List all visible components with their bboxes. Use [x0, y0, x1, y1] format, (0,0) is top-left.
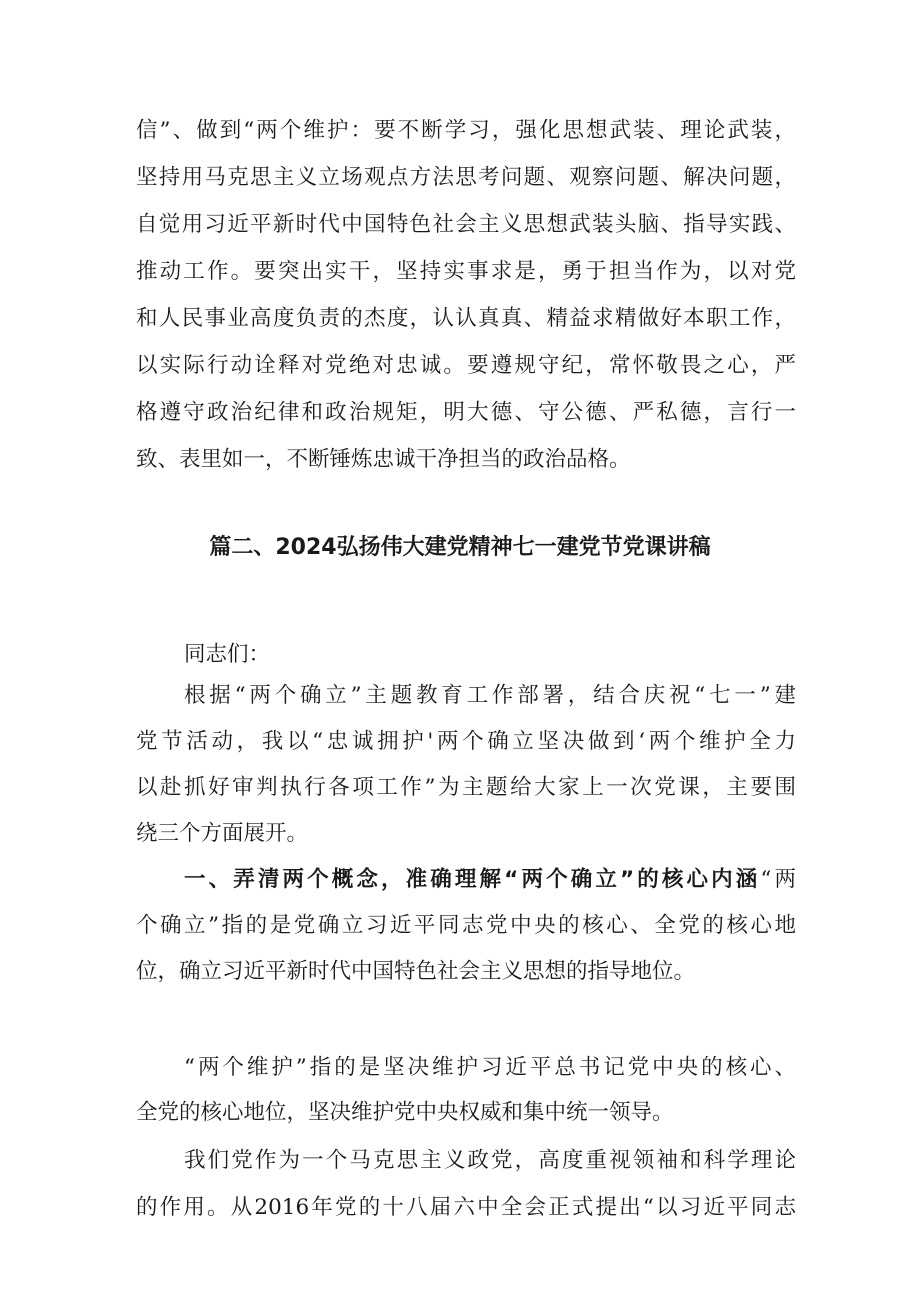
paragraph-line: 致、表里如一，不断锤炼忠诚干净担当的政治品格。 [136, 447, 631, 472]
paragraph-line: 坚持用马克思主义立场观点方法思考问题、观察问题、解决问题， [136, 165, 796, 190]
paragraph-line: 根据“两个确立”主题教育工作部署，结合庆祝“七一”建 [184, 683, 796, 708]
paragraph-line: 自觉用习近平新时代中国特色社会主义思想武装头脑、指导实践、 [136, 212, 796, 237]
paragraph-line: “两个维护”指的是坚决维护习近平总书记党中央的核心、 [184, 1055, 796, 1080]
paragraph-line: 推动工作。要突出实干，坚持实事求是，勇于担当作为，以对党 [136, 259, 796, 284]
paragraph-line: 我们党作为一个马克思主义政党，高度重视领袖和科学理论 [184, 1148, 796, 1173]
paragraph-line: 党节活动，我以“忠诚拥护'两个确立坚决做到‘两个维护全力 [136, 729, 796, 754]
paragraph-line: 以赴抓好审判执行各项工作”为主题给大家上一次党课，主要围 [136, 775, 796, 800]
salutation: 同志们： [184, 642, 271, 667]
paragraph-line: 绕三个方面展开。 [136, 821, 309, 846]
paragraph-line: 个确立”指的是党确立习近平同志党中央的核心、全党的核心地 [136, 913, 796, 938]
paragraph-line: 的作用。从2016年党的十八届六中全会正式提出“以习近平同志 [136, 1195, 796, 1220]
paragraph-line: 全党的核心地位，坚决维护党中央权威和集中统一领导。 [136, 1100, 674, 1125]
paragraph-line: 以实际行动诠释对党绝对忠诚。要遵规守纪，常怀敬畏之心，严 [136, 353, 796, 378]
paragraph-line: 位，确立习近平新时代中国特色社会主义思想的指导地位。 [136, 959, 696, 984]
section-heading: 篇二、2024弘扬伟大建党精神七一建党节党课讲稿 [209, 535, 711, 560]
paragraph-line: 信”、做到“两个维护：要不断学习，强化思想武装、理论武装， [136, 118, 796, 143]
point-heading-line [184, 865, 796, 895]
paragraph-line: 和人民事业高度负责的杰度，认认真真、精益求精做好本职工作， [136, 306, 796, 331]
paragraph-line: 格遵守政治纪律和政治规矩，明大德、守公德、严私德，言行一 [136, 400, 796, 425]
point-heading-tail: “两 [760, 867, 796, 892]
point-heading: 一、弄清两个概念，准确理解“两个确立”的核心内涵 [184, 867, 761, 892]
